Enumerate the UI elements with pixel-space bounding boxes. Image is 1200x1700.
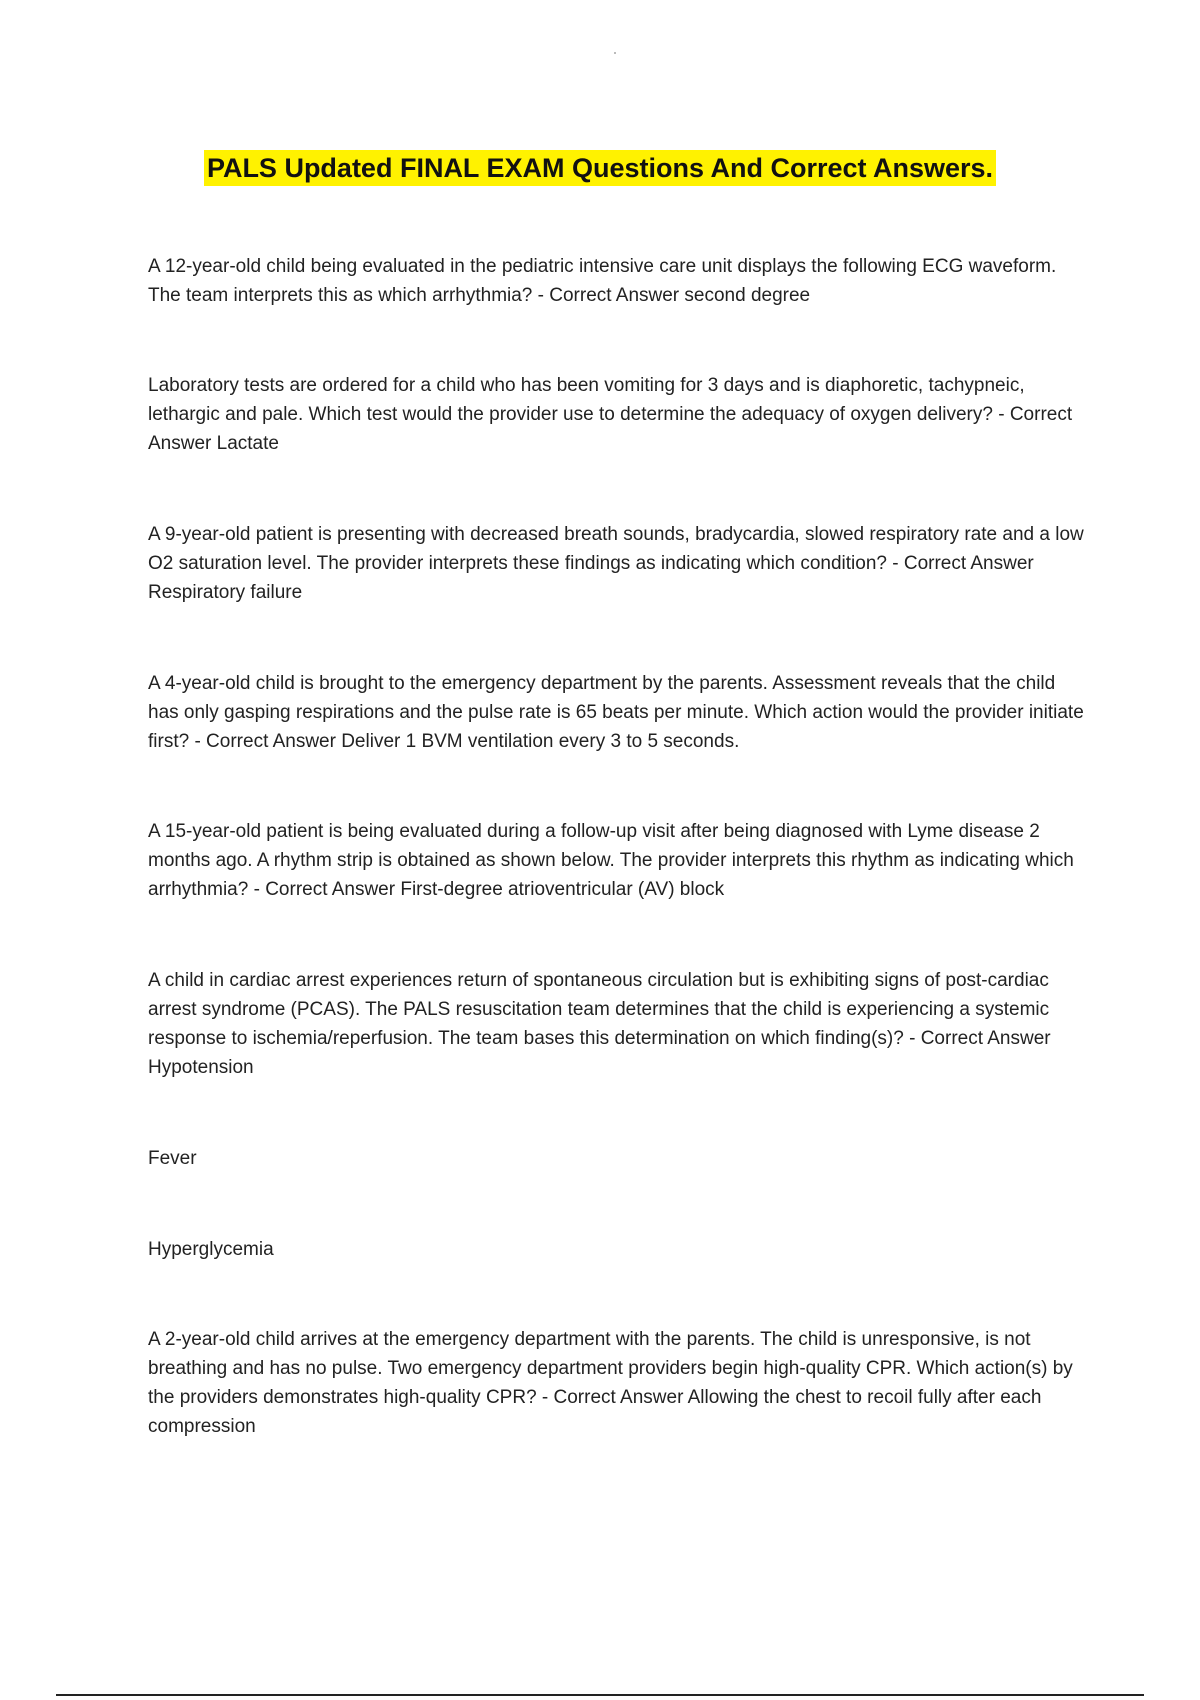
title-container <box>0 150 1200 186</box>
footer-rule <box>56 1694 1144 1696</box>
qa-paragraph-4: A 4-year-old child is brought to the emergency department by the parents. Assessment reveals that the child has only gasping respirations and the pulse rate is 65 beats per minute. Which action would the provider initiate first? - Correct Answer Deliver 1 BVM ventilation every 3 to 5 seconds. <box>148 673 1084 752</box>
qa-answer-fever: Fever <box>148 1148 197 1169</box>
qa-paragraph-5: A 15-year-old patient is being evaluated during a follow-up visit after being diagnosed with Lyme disease 2 months ago. A rhythm strip is obtained as shown below. The provider interprets this rhythm as indicating which arrhythmia? - Correct Answer First-degree atrioventricular (AV) block <box>148 821 1074 900</box>
qa-paragraph-2: Laboratory tests are ordered for a child who has been vomiting for 3 days and is diaphoretic, tachypneic, lethargic and pale. Which test would the provider use to determine the adequacy of oxygen delivery? - Correct Answer Lactate <box>148 375 1073 454</box>
qa-answer-hyperglycemia: Hyperglycemia <box>148 1239 274 1260</box>
qa-paragraph-6: A child in cardiac arrest experiences return of spontaneous circulation but is exhibiting signs of post-cardiac arrest syndrome (PCAS). The PALS resuscitation team determines that the child is experiencing a systemic response to ischemia/reperfusion. The team bases this determination on which finding(s)? - Correct Answer Hypotension <box>148 970 1051 1078</box>
qa-paragraph-7: A 2-year-old child arrives at the emergency department with the parents. The child is unresponsive, is not breathing and has no pulse. Two emergency department providers begin high-quality CPR. Which action(s) by the providers demonstrates high-quality CPR? - Correct Answer Allowing the chest to recoil fully after each compression <box>148 1329 1073 1437</box>
scan-speck <box>614 52 616 54</box>
qa-paragraph-3: A 9-year-old patient is presenting with decreased breath sounds, bradycardia, slowed respiratory rate and a low O2 saturation level. The provider interprets these findings as indicating which condition? - Correct Answer Respiratory failure <box>148 524 1084 603</box>
document-title: PALS Updated FINAL EXAM Questions And Correct Answers. <box>204 150 996 186</box>
qa-paragraph-1: A 12-year-old child being evaluated in the pediatric intensive care unit displays the following ECG waveform. The team interprets this as which arrhythmia? - Correct Answer second degree <box>148 256 1057 306</box>
